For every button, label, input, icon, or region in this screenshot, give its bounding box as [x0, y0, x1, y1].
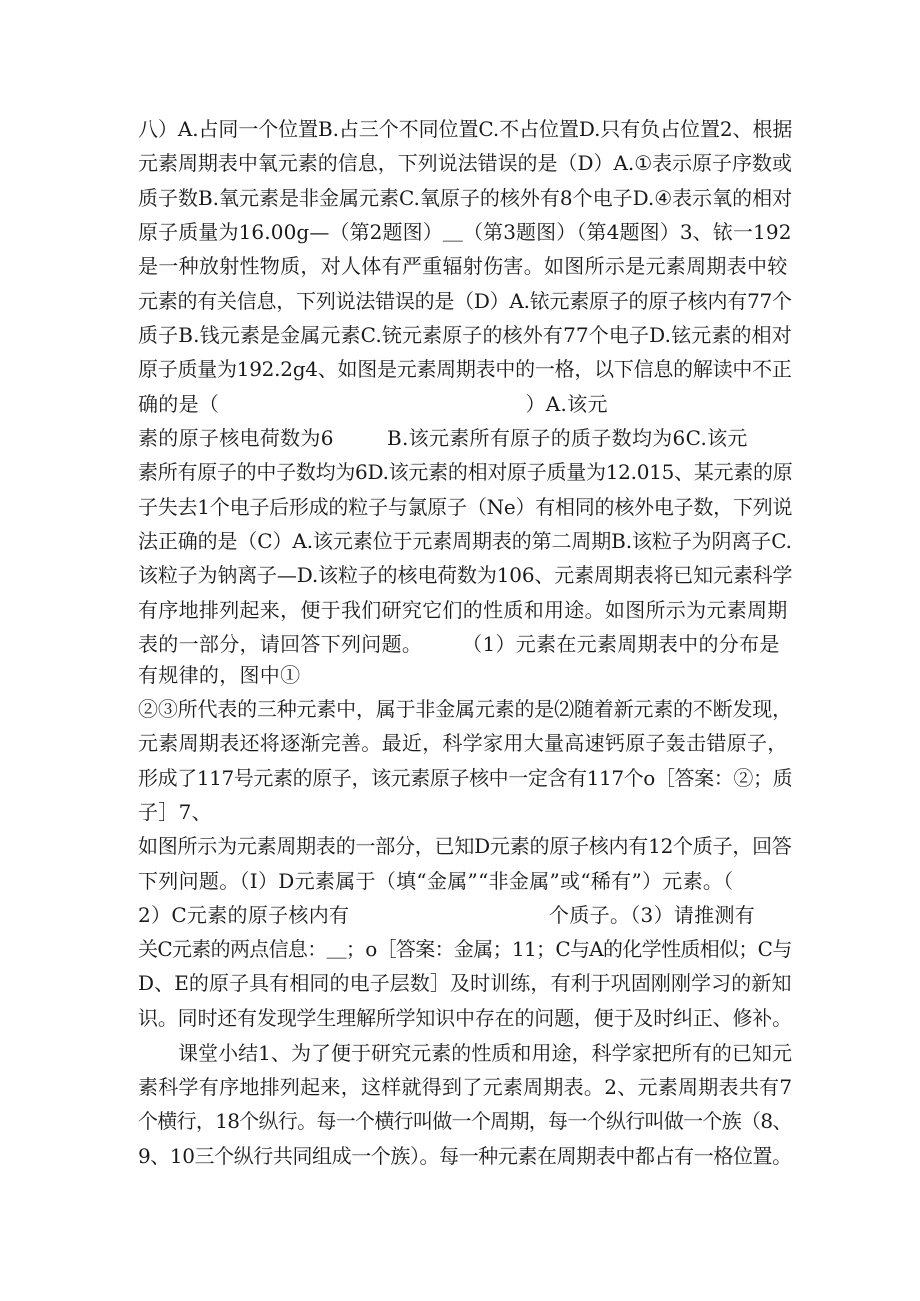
text-line: 如图所示为元素周期表的一部分，已知D元素的原子核内有12个质子，回答 [138, 834, 792, 858]
text-line: 子失去1个电子后形成的粒子与氯原子（Ne）有相同的核外电子数，下列说 [138, 495, 793, 519]
text-line: 有序地排列起来，便于我们研究它们的性质和用途。如图所示为元素周期 [138, 598, 788, 622]
text-line: 素的原子核电荷数为6 B.该元素所有原子的质子数均为6C.该元 [138, 426, 748, 450]
text-line: 法正确的是（C）A.该元素位于元素周期表的第二周期B.该粒子为阴离子C. [138, 529, 792, 553]
text-line: 识。同时还有发现学生理解所学知识中存在的问题，便于及时纠正、修补。 [138, 1006, 792, 1030]
text-line: 质子数B.氧元素是非金属元素C.氧原子的核外有8个电子D.④表示氧的相对 [138, 186, 793, 210]
text-line: 9、10三个纵行共同组成一个族）。每一种元素在周期表中都占有一格位置。 [138, 1144, 792, 1168]
text-line: 八）A.占同一个位置B.占三个不同位置C.不占位置D.只有负占位置2、根据 [138, 117, 793, 141]
text-line: 素科学有序地排列起来，这样就得到了元素周期表。2、元素周期表共有7 [138, 1075, 793, 1099]
text-line: 是一种放射性物质，对人体有严重辐射伤害。如图所示是元素周期表中较 [138, 254, 788, 278]
text-line: D、E的原子具有相同的电子层数］及时训练，有利于巩固刚刚学习的新知 [138, 971, 792, 995]
text-line: 元素周期表还将逐渐完善。最近，科学家用大量高速钙原子轰击错原子， [138, 731, 788, 755]
text-line: 个横行，18个纵行。每一个横行叫做一个周期，每一个纵行叫做一个族（8、 [138, 1109, 792, 1133]
text-line: 表的一部分，请回答下列问题。 （1）元素在元素周期表中的分布是 [138, 632, 780, 656]
text-line: 质子B.钱元素是金属元素C.铳元素原子的核外有77个电子D.铉元素的相对 [138, 323, 792, 347]
text-line: 原子质量为16.00g—（第2题图）＿（第3题图）（第4题图）3、铱一192 [138, 220, 792, 244]
text-line: 确的是（ ）A.该元 [138, 392, 608, 416]
text-line: 元素周期表中氧元素的信息，下列说法错误的是（D）A.①表示原子序数或 [138, 151, 792, 175]
text-line: 该粒子为钠离子—D.该粒子的核电荷数为106、元素周期表将已知元素科学 [138, 563, 793, 587]
text-line: 元素的有关信息，下列说法错误的是（D）A.铱元素原子的原子核内有77个 [138, 289, 792, 313]
text-line: 有规律的，图中① [138, 663, 301, 687]
summary-heading-line: 课堂小结1、为了便于研究元素的性质和用途，科学家把所有的已知元 [178, 1041, 793, 1065]
text-line: 下列问题。（I）D元素属于（填“金属”“非金属”或“稀有”）元素。（ [138, 869, 734, 893]
text-line: 素所有原子的中子数均为6D.该元素的相对原子质量为12.015、某元素的原 [138, 460, 793, 484]
text-line: 形成了117号元素的原子，该元素原子核中一定含有117个o［答案：②；质 [138, 766, 793, 790]
text-line: 关C元素的两点信息：＿；o［答案：金属；11；C与A的化学性质相似；C与 [138, 937, 792, 961]
text-line: ②③所代表的三种元素中，属于非金属元素的是⑵随着新元素的不断发现， [138, 697, 792, 721]
text-line: 原子质量为192.2g4、如图是元素周期表中的一格，以下信息的解读中不正 [138, 357, 792, 381]
text-line: 子］7、 [138, 800, 212, 824]
text-line: 2）C元素的原子核内有 个质子。（3）请推测有 [138, 903, 756, 927]
